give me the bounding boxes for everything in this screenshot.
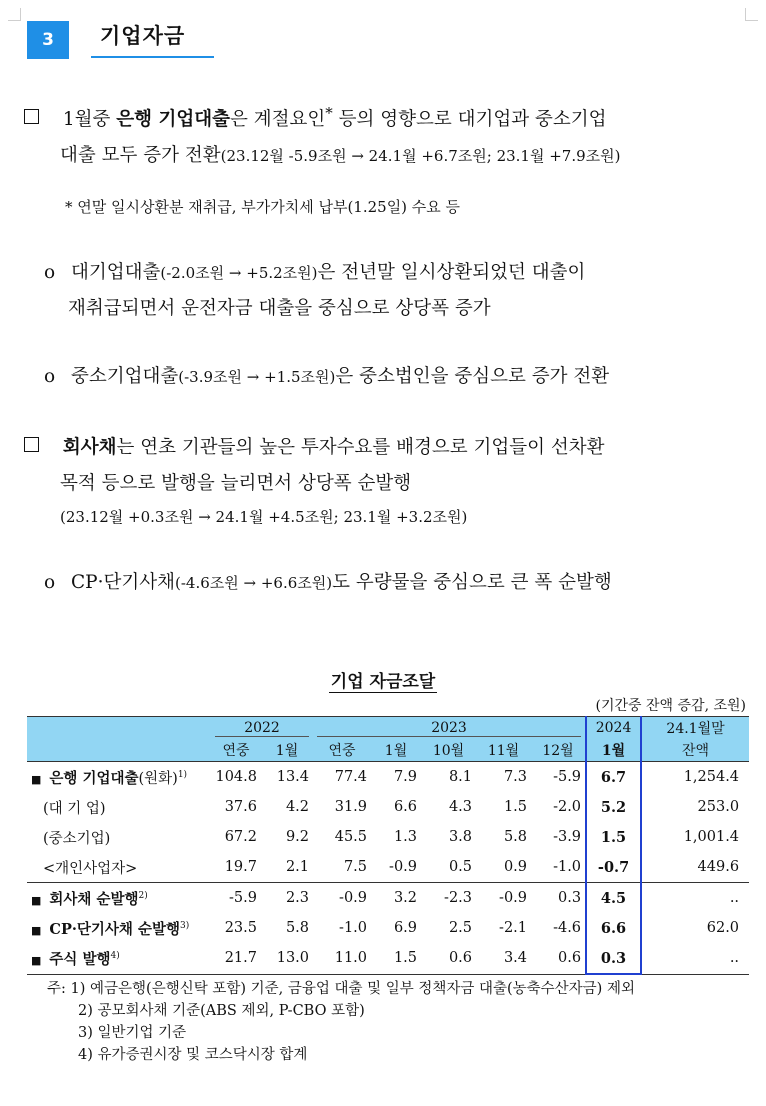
table-cell: -0.9 bbox=[339, 890, 368, 906]
square-bullet-icon: ■ bbox=[31, 772, 42, 786]
footnote-seasonal-factors: * 연말 일시상환분 재취급, 부가가치세 납부(1.25일) 수요 등 bbox=[65, 198, 461, 216]
table-cell: 1.3 bbox=[393, 829, 418, 845]
table-row bbox=[27, 762, 749, 793]
table-cell: 4.3 bbox=[448, 799, 473, 815]
row-label: (중소기업) bbox=[43, 830, 111, 847]
bullet-cp-short-term-bonds: o CP·단기사채(-4.6조원 → +6.6조원)도 우량물을 중심으로 큰 폭 순발행 bbox=[44, 572, 612, 593]
table-cell: -3.9 bbox=[553, 829, 582, 845]
note-line: 3) 일반기업 기준 bbox=[78, 1025, 187, 1041]
header-balance-l1: 24.1월말 bbox=[641, 717, 749, 740]
cell-highlight: 6.6 bbox=[586, 913, 641, 943]
cell-highlight: -0.7 bbox=[586, 852, 641, 883]
checkbox-square-icon bbox=[24, 109, 39, 124]
table-cell: 11.0 bbox=[313, 943, 371, 974]
table-cell: 13.0 bbox=[261, 943, 313, 974]
checkbox-square-icon bbox=[24, 437, 39, 452]
table-cell: 13.4 bbox=[276, 769, 310, 785]
table-cell: 3.2 bbox=[393, 890, 418, 906]
header-balance-l2: 잔액 bbox=[641, 739, 749, 762]
header-blank bbox=[27, 739, 211, 762]
paragraph-corporate-bonds-line1: 회사채는 연초 기관들의 높은 투자수요를 배경으로 기업들이 선차환 bbox=[24, 433, 604, 459]
note-line: 주: 1) 예금은행(은행신탁 포함) 기준, 금융업 대출 및 일부 정책자금 대출(농축수산자금) 제외 bbox=[47, 981, 635, 997]
table-cell: 9.2 bbox=[285, 829, 310, 845]
table-cell: 253.0 bbox=[697, 799, 740, 815]
row-label: ■ 회사채 순발행$^{2)}$ bbox=[31, 890, 148, 908]
table-cell: 3.4 bbox=[476, 943, 531, 974]
table-cell: 1,254.4 bbox=[683, 769, 740, 785]
square-bullet-icon: ■ bbox=[31, 893, 42, 907]
col-header: 12월 bbox=[531, 739, 586, 762]
table-cell: 104.8 bbox=[215, 769, 257, 785]
bullet-large-firm-loans-line1: o 대기업대출(-2.0조원 → +5.2조원)은 전년말 일시상환되었던 대출이 bbox=[44, 262, 586, 283]
table-cell: 62.0 bbox=[706, 920, 740, 936]
row-label: (대 기 업) bbox=[43, 800, 106, 817]
col-header: 1월 bbox=[371, 739, 421, 762]
table-cell: 2.1 bbox=[261, 852, 313, 883]
table-cell: 77.4 bbox=[334, 769, 368, 785]
bullet-large-firm-loans-line2: 재취급되면서 운전자금 대출을 중심으로 상당폭 증가 bbox=[68, 298, 491, 319]
table-cell: -4.6 bbox=[553, 920, 582, 936]
col-header: 연중 bbox=[211, 739, 261, 762]
table-row bbox=[27, 852, 749, 883]
paragraph-bank-loans-line1: 1월중 은행 기업대출은 계절요인* 등의 영향으로 대기업과 중소기업 bbox=[24, 104, 606, 131]
table-cell: -1.0 bbox=[531, 852, 586, 883]
table-cell: -1.0 bbox=[339, 920, 368, 936]
table-cell: 2.5 bbox=[448, 920, 473, 936]
header-year-2023: 2023 bbox=[313, 717, 586, 740]
square-bullet-icon: ■ bbox=[31, 953, 42, 967]
table-cell: 0.5 bbox=[421, 852, 476, 883]
table-cell: 1.5 bbox=[371, 943, 421, 974]
col-header: 11월 bbox=[476, 739, 531, 762]
table-cell: 31.9 bbox=[334, 799, 368, 815]
table-cell: 45.5 bbox=[334, 829, 368, 845]
table-cell: 449.6 bbox=[641, 852, 749, 883]
section-number-badge: 3 bbox=[27, 21, 69, 59]
table-cell: 6.9 bbox=[393, 920, 418, 936]
table-cell: -0.9 bbox=[371, 852, 421, 883]
table-cell: 1.5 bbox=[503, 799, 528, 815]
table-cell: -2.1 bbox=[499, 920, 528, 936]
page-corner-mark bbox=[745, 8, 758, 21]
note-line: 2) 공모회사채 기준(ABS 제외, P-CBO 포함) bbox=[78, 1003, 365, 1019]
col-header: 연중 bbox=[313, 739, 371, 762]
table-title: 기업 자금조달 bbox=[330, 672, 436, 692]
table-cell: 37.6 bbox=[224, 799, 257, 815]
table-cell: 3.8 bbox=[448, 829, 473, 845]
table-cell: 6.6 bbox=[393, 799, 418, 815]
header-year-2024: 2024 bbox=[586, 717, 641, 740]
table-cell: 7.3 bbox=[503, 769, 528, 785]
table-cell: 0.9 bbox=[476, 852, 531, 883]
table-cell: 5.8 bbox=[285, 920, 310, 936]
paragraph-corporate-bonds-line3: (23.12월 +0.3조원 → 24.1월 +4.5조원; 23.1월 +3.2조원) bbox=[60, 508, 468, 526]
table-cell: 0.6 bbox=[421, 943, 476, 974]
table-unit-note: (기간중 잔액 증감, 조원) bbox=[595, 698, 746, 714]
header-blank bbox=[27, 717, 211, 740]
table-row bbox=[27, 822, 749, 852]
row-label: ■ 은행 기업대출(원화)$^{1)}$ bbox=[31, 769, 188, 787]
table-row bbox=[27, 883, 749, 914]
table-cell: 19.7 bbox=[211, 852, 261, 883]
bold-term-bank-loans: 은행 기업대출 bbox=[116, 109, 230, 131]
cell-highlight: 1.5 bbox=[586, 822, 641, 852]
table-cell: -5.9 bbox=[553, 769, 582, 785]
page-corner-mark bbox=[8, 8, 21, 21]
bold-term-corporate-bonds: 회사채 bbox=[62, 437, 117, 458]
table-row bbox=[27, 943, 749, 974]
bullet-o-icon: o bbox=[44, 366, 56, 387]
table-cell: 7.9 bbox=[393, 769, 418, 785]
table-row bbox=[27, 792, 749, 822]
table-cell: -2.3 bbox=[444, 890, 473, 906]
table-cell: 67.2 bbox=[224, 829, 257, 845]
table-cell: -2.0 bbox=[553, 799, 582, 815]
table-cell: 21.7 bbox=[211, 943, 261, 974]
table-cell: -0.9 bbox=[499, 890, 528, 906]
row-label: ■ 주식 발행$^{4)}$ bbox=[27, 943, 211, 974]
bullet-o-icon: o bbox=[44, 262, 56, 283]
row-label: <개인사업자> bbox=[27, 852, 211, 883]
col-header-highlight: 1월 bbox=[586, 739, 641, 762]
table-cell: 8.1 bbox=[448, 769, 473, 785]
cell-highlight: 4.5 bbox=[586, 883, 641, 914]
table-cell: 2.3 bbox=[285, 890, 310, 906]
table-cell: 1,001.4 bbox=[683, 829, 740, 845]
table-cell: -5.9 bbox=[229, 890, 257, 906]
table-cell: .. bbox=[641, 943, 749, 974]
col-header: 10월 bbox=[421, 739, 476, 762]
paragraph-bank-loans-line2: 대출 모두 증가 전환(23.12월 -5.9조원 → 24.1월 +6.7조원; 23.1월 +7.9조원) bbox=[60, 145, 621, 166]
header-year-2022: 2022 bbox=[211, 717, 313, 740]
cell-highlight: 5.2 bbox=[586, 792, 641, 822]
table-row bbox=[27, 913, 749, 943]
table-cell: 5.8 bbox=[503, 829, 528, 845]
table-cell: .. bbox=[729, 890, 740, 906]
bullet-sme-loans: o 중소기업대출(-3.9조원 → +1.5조원)은 중소법인을 중심으로 증가 전환 bbox=[44, 366, 610, 387]
section-title-underline bbox=[91, 56, 214, 58]
row-label: ■ CP·단기사채 순발행$^{3)}$ bbox=[31, 920, 190, 938]
section-title: 기업자금 bbox=[100, 24, 186, 48]
col-header: 1월 bbox=[261, 739, 313, 762]
note-line: 4) 유가증권시장 및 코스닥시장 합계 bbox=[78, 1047, 308, 1063]
square-bullet-icon: ■ bbox=[31, 923, 42, 937]
cell-highlight: 0.3 bbox=[586, 943, 641, 974]
table-cell: 0.3 bbox=[557, 890, 582, 906]
paragraph-corporate-bonds-line2: 목적 등으로 발행을 늘리면서 상당폭 순발행 bbox=[60, 473, 412, 494]
corporate-funding-table bbox=[27, 716, 749, 975]
table-notes bbox=[47, 978, 635, 1066]
table-cell: 0.6 bbox=[531, 943, 586, 974]
bullet-o-icon: o bbox=[44, 572, 56, 593]
table-cell: 4.2 bbox=[285, 799, 310, 815]
cell-highlight: 6.7 bbox=[586, 762, 641, 793]
table-cell: 23.5 bbox=[224, 920, 257, 936]
table-cell: 7.5 bbox=[313, 852, 371, 883]
